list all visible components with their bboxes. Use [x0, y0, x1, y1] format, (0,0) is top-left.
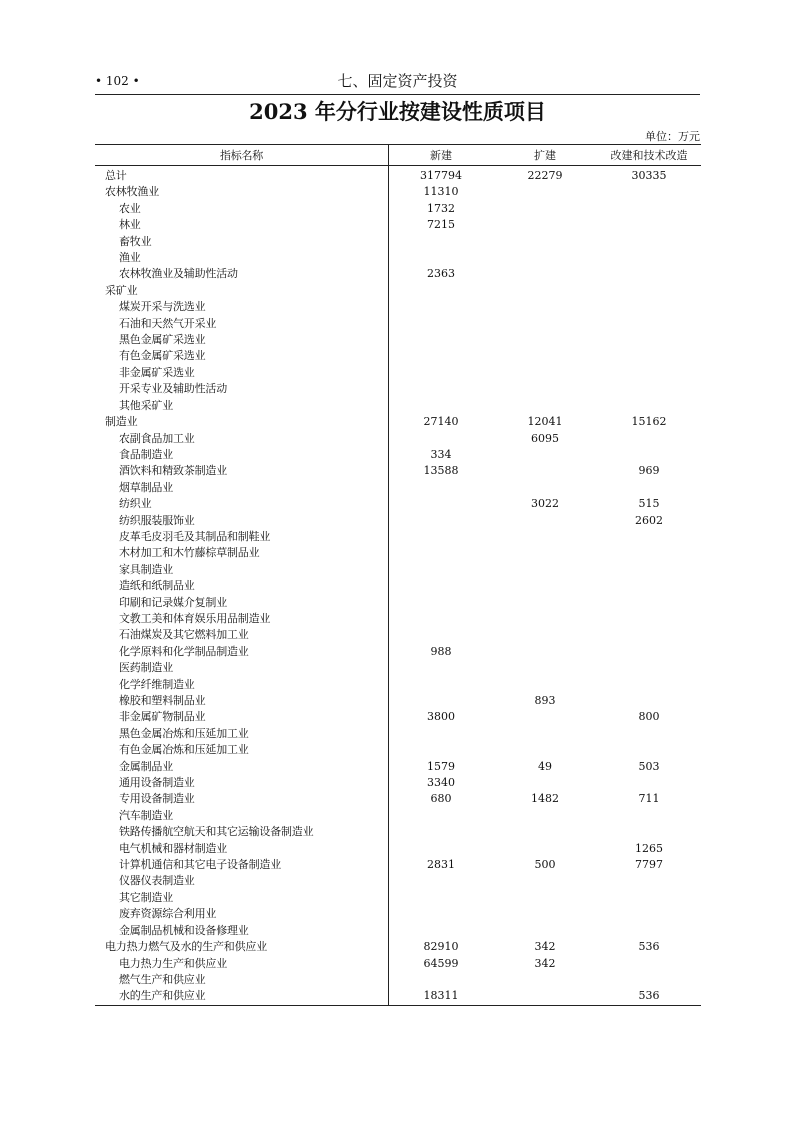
table-row [95, 644, 701, 660]
table-row [95, 873, 701, 889]
new-value-cell [389, 923, 494, 939]
new-value-cell: 7215 [427, 218, 455, 232]
row-name-cell: 黑色金属冶炼和压延加工业 [95, 726, 389, 742]
row-name-cell: 畜牧业 [95, 234, 389, 250]
table-row [95, 348, 701, 364]
renovation-value-cell: 1265 [635, 841, 663, 855]
new-value-cell [389, 529, 494, 545]
new-value-cell: 1732 [427, 201, 455, 215]
expansion-value-cell [493, 923, 597, 939]
expansion-value-cell [493, 742, 597, 758]
renovation-value-cell [597, 266, 701, 282]
expansion-value-cell [493, 299, 597, 315]
expansion-value-cell [493, 726, 597, 742]
table-row [95, 808, 701, 824]
new-value-cell [389, 365, 494, 381]
renovation-value-cell [597, 824, 701, 840]
row-name-cell: 废弃资源综合利用业 [95, 906, 389, 922]
new-value-cell [389, 431, 494, 447]
expansion-value-cell [493, 217, 597, 233]
row-name-cell: 农林牧渔业 [95, 184, 389, 200]
new-value-cell: 1579 [427, 759, 455, 773]
expansion-value-cell: 6095 [531, 431, 559, 445]
expansion-value-cell [493, 234, 597, 250]
new-value-cell: 18311 [389, 988, 494, 1005]
renovation-value-cell [597, 627, 701, 643]
table-row [95, 578, 701, 594]
renovation-value-cell [597, 742, 701, 758]
row-name-cell: 皮革毛皮羽毛及其制品和制鞋业 [95, 529, 389, 545]
new-value-cell [389, 578, 494, 594]
renovation-value-cell [597, 381, 701, 397]
section-title: 七、固定资产投资 [337, 72, 458, 90]
table-row [95, 595, 701, 611]
new-value-cell: 334 [430, 447, 452, 461]
renovation-value-cell: 800 [638, 710, 660, 724]
renovation-value-cell [597, 890, 701, 906]
new-value-cell: 680 [430, 792, 452, 806]
row-name-cell: 汽车制造业 [95, 808, 389, 824]
new-value-cell [389, 660, 494, 676]
table-row [95, 693, 701, 709]
expansion-value-cell [493, 381, 597, 397]
renovation-value-cell [597, 956, 701, 972]
new-value-cell [389, 348, 494, 364]
table-row [95, 201, 701, 217]
new-value-cell [389, 677, 494, 693]
new-value-cell [389, 824, 494, 840]
new-value-cell [389, 906, 494, 922]
expansion-value-cell [493, 348, 597, 364]
row-name-cell: 电气机械和器材制造业 [95, 841, 389, 857]
new-value-cell [389, 234, 494, 250]
expansion-value-cell [493, 513, 597, 529]
table-row [95, 250, 701, 266]
table-row [95, 726, 701, 742]
unit-note: 单位：万元 [645, 130, 700, 143]
row-name-cell: 金属制品机械和设备修理业 [95, 923, 389, 939]
row-name-cell: 水的生产和供应业 [95, 988, 389, 1005]
table-row [95, 431, 701, 447]
expansion-value-cell [493, 184, 597, 200]
table-row [95, 939, 701, 955]
new-value-cell [389, 513, 494, 529]
new-value-cell: 27140 [423, 415, 459, 429]
new-value-cell [389, 611, 494, 627]
new-value-cell [389, 693, 494, 709]
expansion-value-cell: 1482 [531, 792, 559, 806]
new-value-cell: 3340 [427, 776, 455, 790]
new-value-cell: 2363 [427, 267, 455, 281]
row-name-cell: 黑色金属矿采选业 [95, 332, 389, 348]
table-row [95, 759, 701, 775]
renovation-value-cell [597, 611, 701, 627]
row-name-cell: 制造业 [95, 414, 389, 430]
expansion-value-cell [493, 890, 597, 906]
new-value-cell [389, 381, 494, 397]
renovation-value-cell [597, 644, 701, 660]
table-row [95, 972, 701, 988]
column-header-name: 指标名称 [95, 145, 389, 166]
expansion-value-cell [493, 906, 597, 922]
table-row [95, 709, 701, 725]
renovation-value-cell: 515 [638, 497, 660, 511]
row-name-cell: 金属制品业 [95, 759, 389, 775]
expansion-value-cell [493, 578, 597, 594]
expansion-value-cell [493, 545, 597, 561]
new-value-cell [389, 726, 494, 742]
row-name-cell: 化学原料和化学制品制造业 [95, 644, 389, 660]
renovation-value-cell [597, 726, 701, 742]
renovation-value-cell [597, 398, 701, 414]
expansion-value-cell [493, 824, 597, 840]
new-value-cell: 64599 [423, 956, 459, 970]
row-name-cell: 木材加工和木竹藤棕草制品业 [95, 545, 389, 561]
new-value-cell [389, 808, 494, 824]
renovation-value-cell [597, 595, 701, 611]
table-row [95, 398, 701, 414]
new-value-cell: 13588 [423, 464, 459, 478]
table-row [95, 906, 701, 922]
expansion-value-cell [493, 316, 597, 332]
expansion-value-cell [493, 660, 597, 676]
table-row [95, 365, 701, 381]
new-value-cell [389, 545, 494, 561]
page-number: • 102 • [95, 74, 140, 88]
row-name-cell: 石油煤炭及其它燃料加工业 [95, 627, 389, 643]
renovation-value-cell [597, 250, 701, 266]
row-name-cell: 采矿业 [95, 283, 389, 299]
new-value-cell: 988 [430, 644, 452, 658]
data-table [95, 144, 701, 1006]
new-value-cell [389, 480, 494, 496]
expansion-value-cell [493, 447, 597, 463]
expansion-value-cell [493, 332, 597, 348]
new-value-cell: 3800 [427, 710, 455, 724]
new-value-cell [389, 742, 494, 758]
renovation-value-cell [597, 431, 701, 447]
table-row [95, 841, 701, 857]
renovation-value-cell: 7797 [635, 858, 663, 872]
renovation-value-cell [597, 529, 701, 545]
renovation-value-cell [597, 299, 701, 315]
expansion-value-cell [493, 201, 597, 217]
new-value-cell [389, 398, 494, 414]
row-name-cell: 酒饮料和精致茶制造业 [95, 463, 389, 479]
table-row [95, 923, 701, 939]
row-name-cell: 农林牧渔业及辅助性活动 [95, 266, 389, 282]
table-row [95, 480, 701, 496]
new-value-cell [389, 250, 494, 266]
column-header-expansion: 扩建 [493, 145, 597, 166]
renovation-value-cell [597, 578, 701, 594]
table-row [95, 234, 701, 250]
table-row [95, 791, 701, 807]
renovation-value-cell [597, 545, 701, 561]
renovation-value-cell: 503 [638, 759, 660, 773]
expansion-value-cell [493, 808, 597, 824]
renovation-value-cell [597, 693, 701, 709]
table-row [95, 496, 701, 512]
renovation-value-cell [597, 234, 701, 250]
new-value-cell [389, 627, 494, 643]
table-row [95, 332, 701, 348]
row-name-cell: 食品制造业 [95, 447, 389, 463]
table-body [95, 166, 701, 1006]
renovation-value-cell [597, 972, 701, 988]
row-name-cell: 造纸和纸制品业 [95, 578, 389, 594]
expansion-value-cell: 3022 [531, 497, 559, 511]
expansion-value-cell [493, 677, 597, 693]
renovation-value-cell [597, 348, 701, 364]
renovation-value-cell [597, 660, 701, 676]
expansion-value-cell: 500 [534, 858, 556, 872]
row-name-cell: 渔业 [95, 250, 389, 266]
renovation-value-cell [597, 480, 701, 496]
row-name-cell: 电力热力燃气及水的生产和供应业 [95, 939, 389, 955]
expansion-value-cell [493, 627, 597, 643]
renovation-value-cell [597, 184, 701, 200]
table-row [95, 857, 701, 873]
renovation-value-cell [597, 332, 701, 348]
expansion-value-cell [493, 562, 597, 578]
renovation-value-cell: 2602 [635, 513, 663, 527]
expansion-value-cell [493, 463, 597, 479]
expansion-value-cell [493, 775, 597, 791]
table-row [95, 562, 701, 578]
renovation-value-cell [597, 217, 701, 233]
table-row [95, 447, 701, 463]
header-row [95, 145, 701, 166]
row-name-cell: 电力热力生产和供应业 [95, 956, 389, 972]
expansion-value-cell [493, 283, 597, 299]
table-row [95, 611, 701, 627]
row-name-cell: 计算机通信和其它电子设备制造业 [95, 857, 389, 873]
renovation-value-cell [597, 873, 701, 889]
renovation-value-cell: 30335 [631, 169, 667, 182]
table-row [95, 184, 701, 200]
table-row [95, 299, 701, 315]
renovation-value-cell [597, 923, 701, 939]
row-name-cell: 有色金属冶炼和压延加工业 [95, 742, 389, 758]
new-value-cell [389, 316, 494, 332]
expansion-value-cell: 342 [534, 940, 556, 954]
row-name-cell: 总计 [95, 166, 389, 185]
table-row [95, 824, 701, 840]
expansion-value-cell [493, 250, 597, 266]
table-row [95, 217, 701, 233]
row-name-cell: 其他采矿业 [95, 398, 389, 414]
row-name-cell: 煤炭开采与洗选业 [95, 299, 389, 315]
page-header [95, 70, 700, 95]
row-name-cell: 林业 [95, 217, 389, 233]
table-row [95, 316, 701, 332]
expansion-value-cell [493, 841, 597, 857]
expansion-value-cell [493, 266, 597, 282]
renovation-value-cell [597, 365, 701, 381]
table-row [95, 266, 701, 282]
new-value-cell [389, 841, 494, 857]
row-name-cell: 文教工美和体育娱乐用品制造业 [95, 611, 389, 627]
new-value-cell [389, 890, 494, 906]
renovation-value-cell [597, 562, 701, 578]
expansion-value-cell: 12041 [527, 415, 563, 429]
new-value-cell: 317794 [420, 169, 462, 182]
table-row [95, 166, 701, 185]
renovation-value-cell [597, 447, 701, 463]
table-row [95, 529, 701, 545]
column-header-new: 新建 [389, 145, 494, 166]
expansion-value-cell [493, 873, 597, 889]
renovation-value-cell [597, 677, 701, 693]
expansion-value-cell: 49 [538, 759, 552, 773]
expansion-value-cell [493, 611, 597, 627]
expansion-value-cell [493, 398, 597, 414]
row-name-cell: 石油和天然气开采业 [95, 316, 389, 332]
table-row [95, 988, 701, 1005]
table-row [95, 283, 701, 299]
new-value-cell [389, 299, 494, 315]
row-name-cell: 铁路传播航空航天和其它运输设备制造业 [95, 824, 389, 840]
row-name-cell: 橡胶和塑料制品业 [95, 693, 389, 709]
row-name-cell: 非金属矿采选业 [95, 365, 389, 381]
new-value-cell: 2831 [427, 858, 455, 872]
expansion-value-cell: 22279 [527, 169, 563, 182]
column-header-renovation: 改建和技术改造 [597, 145, 701, 166]
table-row [95, 890, 701, 906]
table-row [95, 414, 701, 430]
renovation-value-cell: 536 [597, 988, 701, 1005]
expansion-value-cell [493, 644, 597, 660]
new-value-cell [389, 332, 494, 348]
table-row [95, 463, 701, 479]
table-row [95, 627, 701, 643]
expansion-value-cell [493, 972, 597, 988]
renovation-value-cell [597, 201, 701, 217]
renovation-value-cell [597, 283, 701, 299]
row-name-cell: 纺织服装服饰业 [95, 513, 389, 529]
expansion-value-cell [493, 595, 597, 611]
row-name-cell: 纺织业 [95, 496, 389, 512]
new-value-cell [389, 873, 494, 889]
renovation-value-cell [597, 316, 701, 332]
table-row [95, 545, 701, 561]
new-value-cell [389, 562, 494, 578]
renovation-value-cell [597, 775, 701, 791]
expansion-value-cell [493, 709, 597, 725]
expansion-value-cell: 342 [534, 956, 556, 970]
row-name-cell: 医药制造业 [95, 660, 389, 676]
new-value-cell [389, 283, 494, 299]
expansion-value-cell [493, 365, 597, 381]
row-name-cell: 燃气生产和供应业 [95, 972, 389, 988]
row-name-cell: 印刷和记录媒介复制业 [95, 595, 389, 611]
row-name-cell: 烟草制品业 [95, 480, 389, 496]
expansion-value-cell [493, 480, 597, 496]
row-name-cell: 农副食品加工业 [95, 431, 389, 447]
expansion-value-cell: 893 [534, 694, 556, 707]
table-row [95, 956, 701, 972]
row-name-cell: 家具制造业 [95, 562, 389, 578]
row-name-cell: 其它制造业 [95, 890, 389, 906]
new-value-cell [389, 972, 494, 988]
table-title: 2023 年分行业按建设性质项目 [249, 99, 546, 124]
table-row [95, 775, 701, 791]
new-value-cell: 11310 [423, 185, 459, 199]
renovation-value-cell: 711 [638, 792, 660, 806]
table-row [95, 677, 701, 693]
row-name-cell: 仪器仪表制造业 [95, 873, 389, 889]
table-row [95, 381, 701, 397]
row-name-cell: 有色金属矿采选业 [95, 348, 389, 364]
row-name-cell: 开采专业及辅助性活动 [95, 381, 389, 397]
renovation-value-cell [597, 906, 701, 922]
row-name-cell: 通用设备制造业 [95, 775, 389, 791]
renovation-value-cell: 969 [638, 464, 660, 478]
table-row [95, 742, 701, 758]
expansion-value-cell [493, 529, 597, 545]
row-name-cell: 化学纤维制造业 [95, 677, 389, 693]
new-value-cell [389, 496, 494, 512]
renovation-value-cell [597, 808, 701, 824]
row-name-cell: 农业 [95, 201, 389, 217]
renovation-value-cell: 536 [638, 940, 660, 954]
new-value-cell: 82910 [423, 940, 459, 954]
row-name-cell: 非金属矿物制品业 [95, 709, 389, 725]
expansion-value-cell [493, 988, 597, 1005]
table-row [95, 660, 701, 676]
row-name-cell: 专用设备制造业 [95, 791, 389, 807]
renovation-value-cell: 15162 [631, 415, 667, 429]
table-row [95, 513, 701, 529]
new-value-cell [389, 595, 494, 611]
